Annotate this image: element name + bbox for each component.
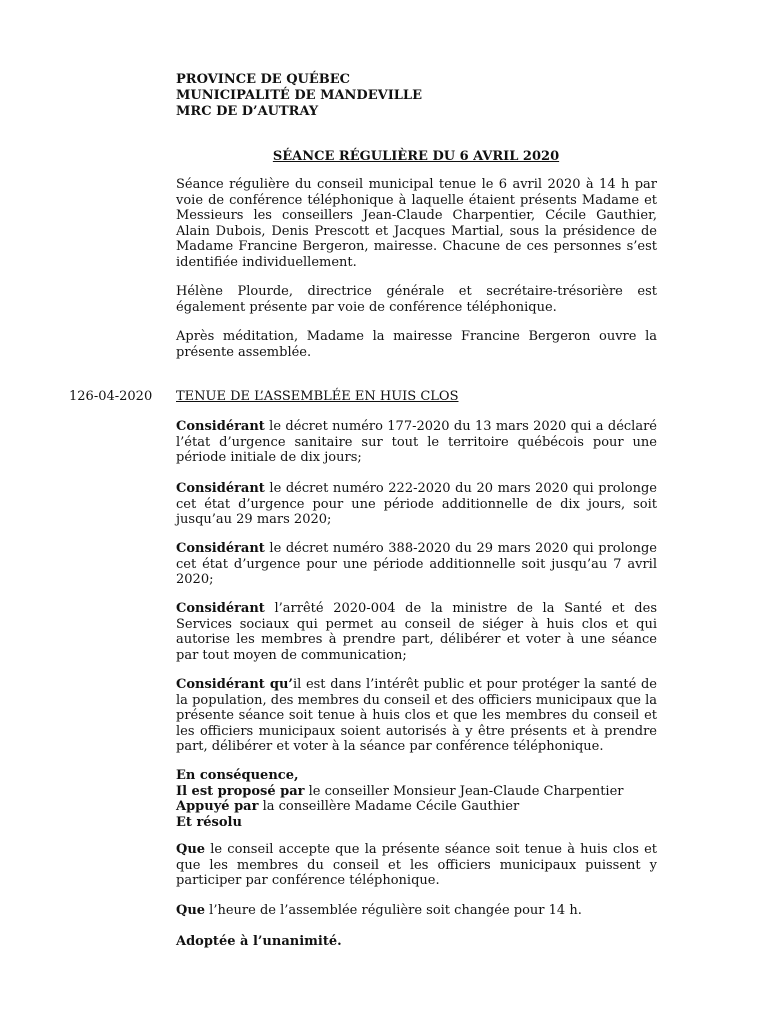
considerant-text: le décret numéro 177-2020 du 13 mars 2020 qui a déclaré l’état d’urgence sanitaire sur tout le territoire québécois pour une période initiale de dix jours;: [176, 419, 657, 465]
considerant-keyword: Considérant: [176, 601, 265, 616]
que-text: le conseil accepte que la présente séance soit tenue à huis clos et que les membres du conseil et les officiers municipaux puissent y participer par conférence téléphonique.: [176, 842, 657, 888]
proposed-by-keyword: Il est proposé par: [176, 783, 305, 799]
seconded-by-text: la conseillère Madame Cécile Gauthier: [258, 799, 520, 814]
resolved-line: Et résolu: [176, 814, 242, 830]
considerant-5: [176, 677, 657, 755]
considerant-keyword: Considérant: [176, 481, 265, 496]
que-clause-1: [176, 842, 657, 889]
considerant-keyword: Considérant: [176, 419, 265, 434]
intro-paragraph-2: Hélène Plourde, directrice générale et secrétaire-trésorière est également présente par voie de conférence téléphonique.: [176, 284, 657, 315]
considerant-3: [176, 541, 657, 588]
considerant-1: [176, 419, 657, 466]
resolution-title: TENUE DE L’ASSEMBLÉE EN HUIS CLOS: [176, 389, 459, 404]
document-header: [176, 72, 422, 120]
considerant-keyword: Considérant: [176, 541, 265, 556]
considerant-text: il est dans l’intérêt public et pour protéger la santé de la population, des membres du conseil et des officiers municipaux que la présente séance soit tenue à huis clos et que les membres du conseil et les officiers municipaux soient autorisés à y être présents et à prendre part, délibérer et voter à la séance par conférence téléphonique.: [176, 677, 657, 754]
que-text: l’heure de l’assemblée régulière soit changée pour 14 h.: [205, 903, 582, 918]
intro-paragraph-3: Après méditation, Madame la mairesse Francine Bergeron ouvre la présente assemblée.: [176, 329, 657, 360]
considerant-4: [176, 601, 657, 663]
adopted-unanimously: Adoptée à l’unanimité.: [176, 934, 342, 949]
session-title: SÉANCE RÉGULIÈRE DU 6 AVRIL 2020: [272, 149, 560, 164]
proposed-by-line: [176, 784, 657, 800]
seconded-by-line: [176, 799, 657, 815]
motion-block: [176, 768, 657, 830]
considerant-text: le décret numéro 388-2020 du 29 mars 2020 qui prolonge cet état d’urgence pour une période additionnelle soit jusqu’au 7 avril 2020;: [176, 541, 657, 587]
considerant-text: le décret numéro 222-2020 du 20 mars 2020 qui prolonge cet état d’urgence pour une période additionnelle de dix jours, soit jusqu’au 29 mars 2020;: [176, 481, 657, 527]
intro-paragraph-1: Séance régulière du conseil municipal tenue le 6 avril 2020 à 14 h par voie de conférence téléphonique à laquelle étaient présents Madame et Messieurs les conseillers Jean-Claude Charpentier, Cécile Gauthier, Alain Dubois, Denis Prescott et Jacques Martial, sous la présidence de Madame Francine Bergeron, mairesse. Chacune de ces personnes s’est identifiée individuellement.: [176, 177, 657, 270]
proposed-by-text: le conseiller Monsieur Jean-Claude Charpentier: [304, 783, 624, 799]
resolution-number: 126-04-2020: [69, 389, 153, 404]
consequence-line: En conséquence,: [176, 768, 299, 783]
considerant-2: [176, 481, 657, 528]
que-clause-2: [176, 903, 657, 919]
header-province: PROVINCE DE QUÉBEC: [176, 72, 351, 87]
seconded-by-keyword: Appuyé par: [176, 799, 259, 814]
que-keyword: Que: [176, 903, 206, 918]
header-mrc: MRC DE D’AUTRAY: [176, 104, 319, 119]
header-municipality: MUNICIPALITÉ DE MANDEVILLE: [176, 88, 422, 103]
considerant-keyword: Considérant qu’: [176, 677, 293, 692]
considerant-text: l’arrêté 2020-004 de la ministre de la Santé et des Services sociaux qui permet au conseil de siéger à huis clos et qui autorise les membres à prendre part, délibérer et voter à une séance par tout moyen de communication;: [176, 601, 657, 663]
que-keyword: Que: [176, 842, 206, 857]
